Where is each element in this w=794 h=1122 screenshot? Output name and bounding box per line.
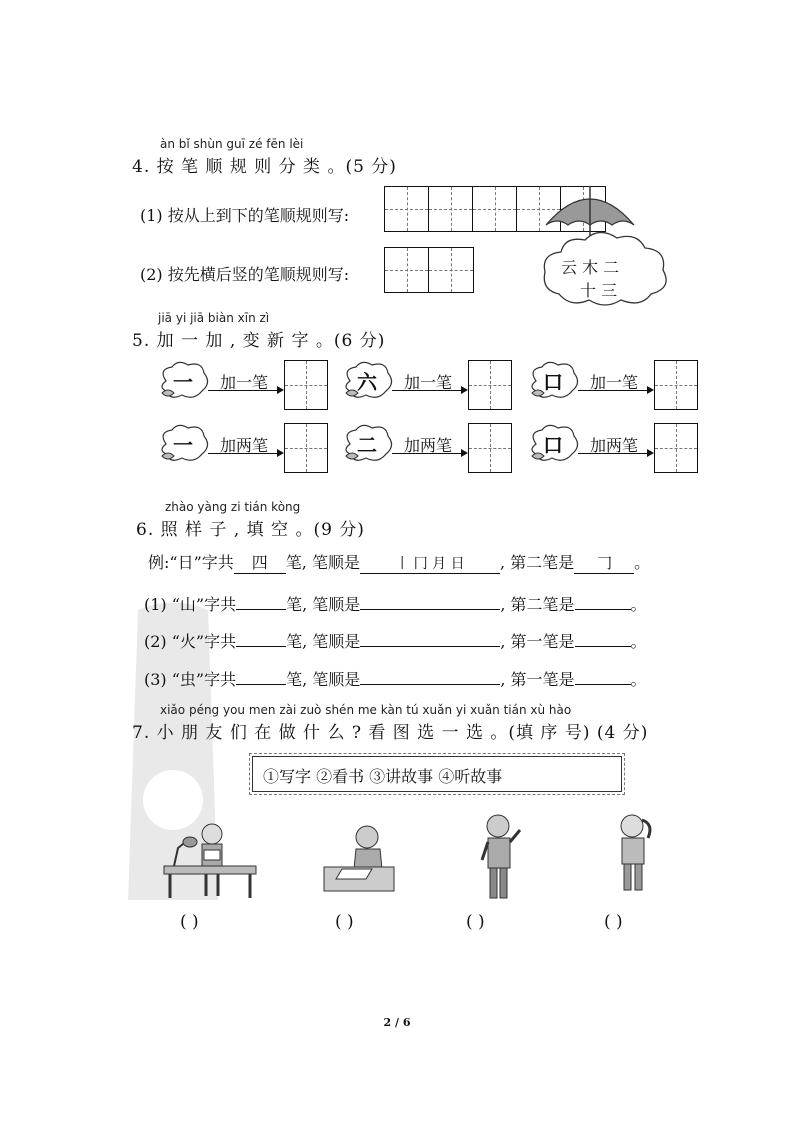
q5-base-char: 口 [543, 433, 563, 457]
child-telling-story-image [476, 812, 526, 902]
cloud-chars-line1: 云 木 二 [561, 258, 620, 277]
q6-row [144, 629, 647, 652]
row-mid: 笔, 笔顺是 [286, 670, 361, 689]
row-tail: , 第一笔是 [500, 632, 575, 651]
child-reading-at-desk-image [160, 818, 260, 898]
q5-base-char: 二 [357, 433, 377, 457]
arrow-line [578, 390, 648, 391]
q5-base-char: 一 [173, 433, 193, 457]
q5-op-label: 加两笔 [404, 436, 453, 455]
row-prefix: (1) “山”字共 [144, 595, 237, 614]
example-second-label: , 第二笔是 [499, 553, 575, 572]
arrow-line [392, 453, 462, 454]
options-box [252, 756, 622, 792]
q7-title: 7. 小 朋 友 们 在 做 什 么 ? 看 图 选 一 选 。(填 序 号) (4 分) [132, 723, 649, 743]
q5-answer-box[interactable] [284, 423, 328, 473]
arrow-head-icon [647, 449, 654, 457]
arrow-line [578, 453, 648, 454]
arrow-line [392, 390, 462, 391]
arrow-line [208, 453, 278, 454]
q5-title: 5. 加 一 加 , 变 新 字 。(6 分) [132, 331, 386, 351]
arrow-line [208, 390, 278, 391]
page-number: 2 / 6 [383, 1016, 411, 1029]
q5-answer-box[interactable] [654, 360, 698, 410]
stroke-order-blank[interactable] [360, 593, 500, 610]
q5-answer-box[interactable] [284, 360, 328, 410]
cloud-chars-line2: 十 三 [580, 281, 618, 300]
grid-cell[interactable] [385, 187, 429, 231]
stroke-order-blank[interactable] [360, 630, 500, 647]
grid-cell[interactable] [429, 248, 473, 292]
q6-title: 6. 照 样 子 , 填 空 。(9 分) [136, 520, 365, 540]
grid-cell[interactable] [385, 248, 429, 292]
stroke-order-blank[interactable] [360, 668, 500, 685]
example-mid: 笔, 笔顺是 [285, 553, 360, 572]
answer-paren-3[interactable]: ( ) [466, 912, 485, 932]
grid-cell[interactable] [473, 187, 517, 231]
q5-answer-box[interactable] [468, 423, 512, 473]
row-mid: 笔, 笔顺是 [286, 632, 361, 651]
q6-pinyin: zhào yàng zi tián kòng [165, 500, 301, 514]
stroke-answer-blank[interactable] [575, 668, 631, 685]
q4-writing-grid-2[interactable] [384, 247, 474, 293]
q6-row [144, 592, 647, 615]
q5-op-label: 加两笔 [590, 436, 639, 455]
row-prefix: (3) “虫”字共 [144, 670, 237, 689]
arrow-head-icon [461, 386, 468, 394]
child-writing-image [322, 823, 397, 895]
q5-op-label: 加一笔 [590, 373, 639, 392]
q5-op-label: 加一笔 [220, 373, 269, 392]
row-tail: , 第一笔是 [500, 670, 575, 689]
row-end: 。 [630, 595, 647, 614]
q5-base-char: 一 [173, 370, 193, 394]
arrow-head-icon [277, 386, 284, 394]
arrow-head-icon [277, 449, 284, 457]
stroke-count-blank[interactable] [236, 668, 286, 685]
stroke-count-blank[interactable] [236, 630, 286, 647]
answer-paren-1[interactable]: ( ) [180, 912, 199, 932]
q4-title: 4. 按 笔 顺 规 则 分 类 。(5 分) [132, 157, 397, 177]
q6-example [148, 550, 650, 574]
child-listening-image [608, 812, 658, 894]
row-prefix: (2) “火”字共 [144, 632, 237, 651]
arrow-head-icon [461, 449, 468, 457]
q5-pinyin: jiā yi jiā biàn xīn zì [158, 311, 270, 325]
q7-pinyin: xiǎo péng you men zài zuò shén me kàn tú xuǎn yi xuǎn tián xù hào [160, 703, 572, 717]
q5-base-char: 六 [357, 370, 377, 394]
q6-row [144, 667, 647, 690]
grid-cell[interactable] [429, 187, 473, 231]
stroke-answer-blank[interactable] [575, 630, 631, 647]
arrow-head-icon [647, 386, 654, 394]
stroke-answer-blank[interactable] [575, 593, 631, 610]
q5-op-label: 加两笔 [220, 436, 269, 455]
answer-paren-4[interactable]: ( ) [604, 912, 623, 932]
example-end: 。 [634, 553, 651, 572]
q4-row1-label: (1) 按从上到下的笔顺规则写: [140, 206, 350, 225]
row-end: 。 [630, 632, 647, 651]
row-end: 。 [630, 670, 647, 689]
row-tail: , 第二笔是 [500, 595, 575, 614]
example-order: 丨 冂 月 日 [360, 553, 500, 574]
q5-answer-box[interactable] [468, 360, 512, 410]
example-second: 𠃌 [574, 550, 634, 574]
q5-base-char: 口 [543, 370, 563, 394]
q5-op-label: 加一笔 [404, 373, 453, 392]
q5-answer-box[interactable] [654, 423, 698, 473]
stroke-count-blank[interactable] [236, 593, 286, 610]
q4-pinyin: àn bǐ shùn guī zé fēn lèi [160, 137, 304, 151]
options-text: ①写字 ②看书 ③讲故事 ④听故事 [263, 767, 503, 786]
answer-paren-2[interactable]: ( ) [335, 912, 354, 932]
row-mid: 笔, 笔顺是 [286, 595, 361, 614]
q4-row2-label: (2) 按先横后竖的笔顺规则写: [140, 265, 350, 284]
example-prefix: 例:“日”字共 [148, 553, 234, 572]
example-count: 四 [234, 550, 286, 574]
